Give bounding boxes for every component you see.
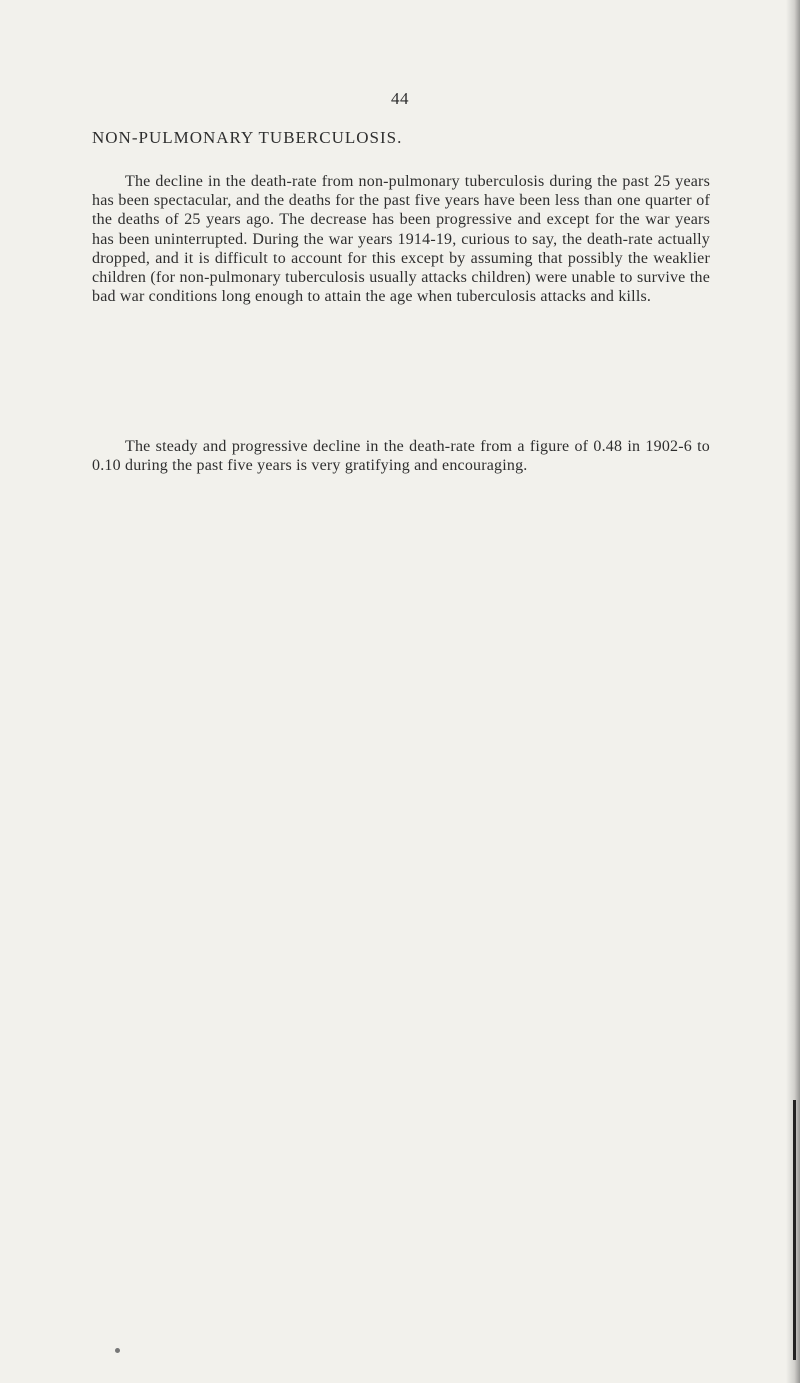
paragraph-2: The steady and progressive decline in the death-rate from a figure of 0.48 in 1902-6 to 0.10 during the past five years is very gratifying and encouraging. xyxy=(92,438,710,475)
scan-speck xyxy=(115,1348,120,1353)
paragraph-1: The decline in the death-rate from non-pulmonary tuberculosis during the past 25 years has been spectacular, and the deaths for the past five years have been less than one quarter of the deaths of 25 years ago. The decrease has been progressive and except for the war years has been uninterrupted. During the war years 1914-19, curious to say, the death-rate actually dropped, and it is difficult to account for this except by assuming that possibly the weaklier children (for non-pulmonary tuberculosis usually attacks children) were unable to survive the bad war conditions long enough to attain the age when tuberculosis attacks and kills. xyxy=(92,173,710,306)
section-heading: NON-PULMONARY TUBERCULOSIS. xyxy=(92,128,403,147)
page-number: 44 xyxy=(391,89,409,108)
page-edge-mark xyxy=(793,1100,796,1360)
